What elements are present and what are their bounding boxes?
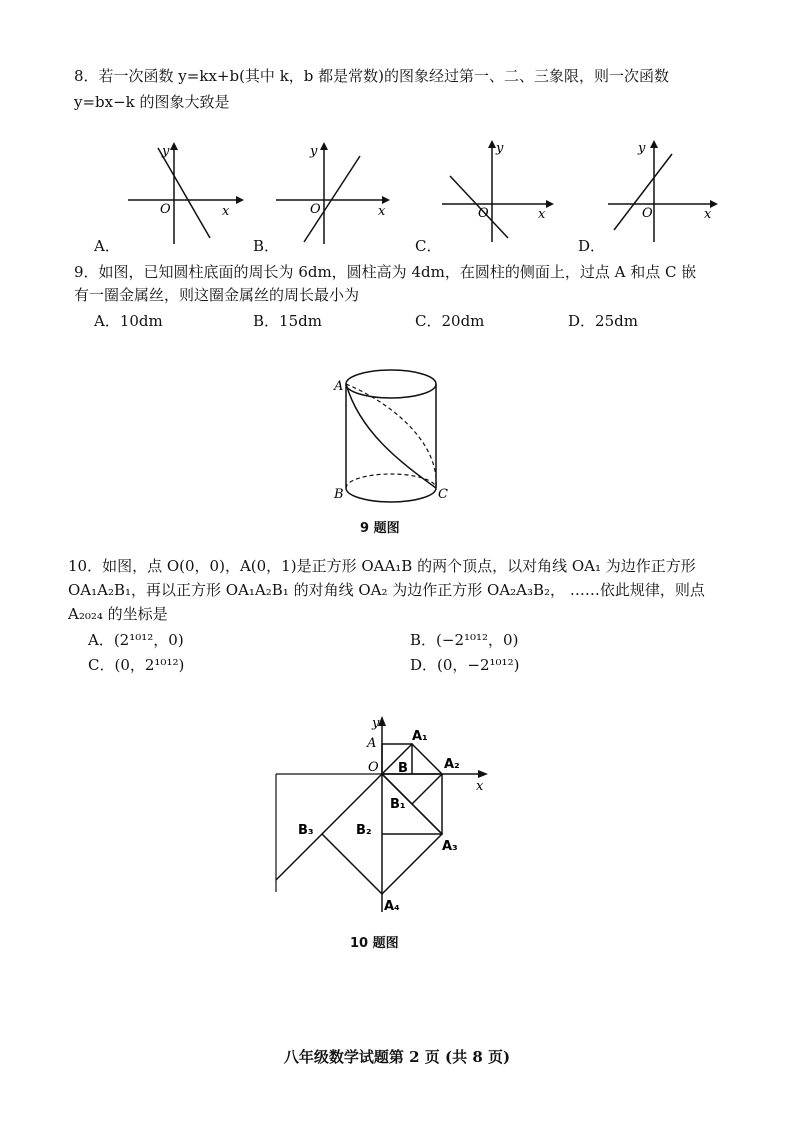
y-axis-arrow	[170, 142, 178, 150]
x-label: x	[538, 207, 546, 222]
extension-line	[276, 834, 322, 880]
y-axis-arrow	[488, 140, 496, 148]
top-ellipse	[346, 370, 436, 398]
label-a2: A₂	[444, 757, 460, 772]
q10-option-a[interactable]: A．(2¹⁰¹²，0)	[88, 631, 184, 649]
origin-label: O	[160, 202, 171, 217]
label-a1: A₁	[412, 729, 428, 744]
label-b2: B₂	[356, 823, 372, 838]
q10-caption: 10 题图	[350, 936, 399, 951]
q8-option-b[interactable]: B．	[253, 237, 280, 255]
label-b3: B₃	[298, 823, 314, 838]
y-axis-arrow	[650, 140, 658, 148]
q8-graph-a	[124, 138, 244, 248]
q9-stem-line1: 9．如图，已知圆柱底面的周长为 6dm，圆柱高为 4dm，在圆柱的侧面上，过点 A 和点 C 嵌	[74, 263, 697, 281]
wire-front	[346, 384, 436, 488]
point-c-label: C	[438, 487, 448, 502]
x-label: x	[378, 204, 386, 219]
q9-caption: 9 题图	[360, 521, 400, 536]
x-axis-arrow	[236, 196, 244, 204]
y-axis-arrow	[320, 142, 328, 150]
q8-graph-c	[440, 134, 560, 246]
y-label: y	[372, 716, 380, 731]
q8-option-d[interactable]: D．	[578, 237, 606, 255]
y-label: y	[310, 144, 318, 159]
function-line	[304, 156, 360, 242]
page-footer: 八年级数学试题第 2 页 (共 8 页)	[283, 1048, 511, 1066]
label-b1: B₁	[390, 797, 406, 812]
y-label: y	[496, 141, 504, 156]
q10-square-figure	[270, 712, 500, 922]
q9-cylinder-figure	[330, 362, 460, 512]
label-a: A	[367, 736, 377, 751]
function-line	[158, 148, 210, 238]
y-label: y	[638, 141, 646, 156]
bottom-back-arc	[346, 474, 436, 488]
x-label: x	[222, 204, 230, 219]
q9-option-a[interactable]: A．10dm	[94, 312, 163, 330]
q9-option-b[interactable]: B．15dm	[253, 312, 322, 330]
x-axis-arrow	[546, 200, 554, 208]
y-label: y	[162, 144, 170, 159]
q8-stem-line2: y=bx−k 的图象大致是	[74, 93, 230, 111]
x-axis-arrow	[478, 770, 488, 778]
label-b: B	[398, 761, 408, 776]
label-o: O	[368, 760, 379, 775]
q8-stem-line1: 8．若一次函数 y=kx+b(其中 k，b 都是常数)的图象经过第一、二、三象限，则一次函数	[74, 67, 670, 85]
wire-back	[346, 384, 436, 488]
q9-option-c[interactable]: C．20dm	[415, 312, 485, 330]
q10-option-c[interactable]: C．(0，2¹⁰¹²)	[88, 656, 185, 674]
x-label: x	[704, 207, 712, 222]
label-a3: A₃	[442, 839, 458, 854]
q10-stem-line1: 10．如图，点 O(0，0)，A(0，1)是正方形 OAA₁B 的两个顶点，以对角线 OA₁ 为边作正方形	[68, 557, 696, 575]
x-label: x	[476, 779, 484, 794]
q8-option-a[interactable]: A．	[94, 237, 120, 255]
x-axis-arrow	[382, 196, 390, 204]
q10-stem-line2: OA₁A₂B₁，再以正方形 OA₁A₂B₁ 的对角线 OA₂ 为边作正方形 OA₂A₃B₂， ……依此规律，则点	[68, 581, 705, 599]
bottom-front-arc	[346, 488, 436, 502]
q9-option-d[interactable]: D．25dm	[568, 312, 638, 330]
q8-graph-d	[604, 134, 724, 246]
q10-stem-line3: A₂₀₂₄ 的坐标是	[68, 605, 168, 623]
origin-label: O	[642, 206, 653, 221]
label-a4: A₄	[384, 899, 400, 914]
origin-label: O	[310, 202, 321, 217]
q8-option-c[interactable]: C．	[415, 237, 442, 255]
origin-label: O	[478, 206, 489, 221]
q8-graph-b	[274, 138, 394, 248]
q10-option-d[interactable]: D．(0，−2¹⁰¹²)	[410, 656, 520, 674]
point-a-label: A	[334, 379, 344, 394]
point-b-label: B	[334, 487, 344, 502]
q9-stem-line2: 有一圈金属丝，则这圈金属丝的周长最小为	[74, 286, 360, 304]
q10-option-b[interactable]: B．(−2¹⁰¹²，0)	[410, 631, 519, 649]
